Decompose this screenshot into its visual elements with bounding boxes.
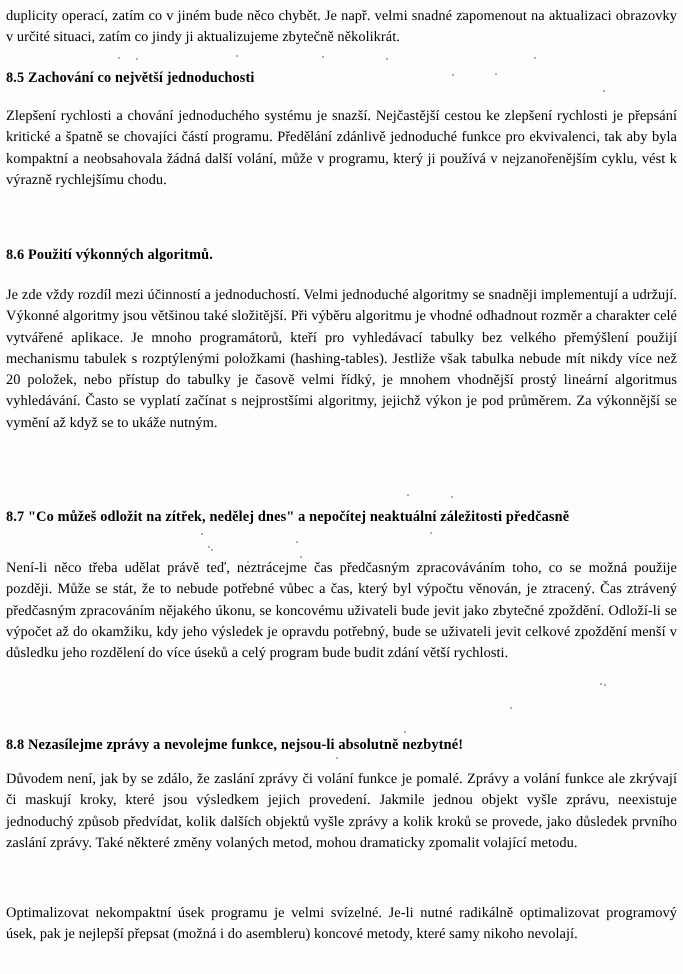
heading-section-8-8: 8.8 Nezasílejme zprávy a nevolejme funkce, nejsou-li absolutně nezbytné! bbox=[6, 737, 464, 753]
heading-section-8-7: 8.7 "Co můžeš odložit na zítřek, nedělej dnes" a nepočítej neaktuální záležitosti předčasně bbox=[6, 509, 570, 525]
heading-section-8-6: 8.6 Použití výkonných algoritmů. bbox=[6, 247, 213, 263]
heading-section-8-5: 8.5 Zachování co největší jednoduchosti bbox=[6, 70, 255, 86]
paragraph-section-8-8: Důvodem není, jak by se zdálo, že zaslání zprávy či volání funkce je pomalé. Zprávy a volání funkce ale zkrývají či maskují kroky, které jsou výsledkem jejich provedení. Jakmile jednou objekt vyšle zprávu, neexistuje jednoduchý způsob předvídat, kolik dalších objektů vyšle zprávy a kolik kroků se provede, jako důsledek prvního zaslání zprávy. Také některé změny volaných metod, mohou dramaticky zpomalit volající metodu. bbox=[6, 771, 677, 851]
paragraph-final: Optimalizovat nekompaktní úsek programu je velmi svízelné. Je-li nutné radikálně optimalizovat programový úsek, pak je nejlepší přepsat (možná i do asembleru) koncové metody, které samy nikoho nevolají. bbox=[6, 905, 677, 943]
paragraph-section-8-5: Zlepšení rychlosti a chování jednoduchého systému je snazší. Nejčastější cestou ke zlepšení rychlosti je přepsání kritické a špatně se chovajíci částí programu. Předělání zdánlivě jednoduché funkce pro ekvivalenci, tak aby byla kompaktní a neobsahovala žádná další volání, může v programu, který ji používá v nejzanořenějším cyklu, vést k výrazně rychlejšímu chodu. bbox=[6, 108, 677, 188]
intro-paragraph: duplicity operací, zatím co v jiném bude něco chybět. Je např. velmi snadné zapomenout na aktualizaci obrazovky v určité situaci, zatím co jindy ji aktualizujeme zbytečně několikrát. bbox=[6, 8, 677, 46]
page-content bbox=[6, 0, 677, 974]
paragraph-section-8-6: Je zde vždy rozdíl mezi účinností a jednoduchostí. Velmi jednoduché algoritmy se snadněji implementují a udržují. Výkonné algoritmy jsou většinou také složitější. Při výběru algoritmu je vhodné odhadnout rozměr a charakter celé vytvářené aplikace. Je mnoho programátorů, kteří pro vyhledávací tabulky bez velkého přemýšlení použijí mechanismu tabulek s rozptýlenými položkami (hashing-tables). Jestliže však tabulka nebude mít nikdy více než 20 položek, nebo přístup do tabulky je časově velmi řídký, je mnohem vhodnější prostý lineární algoritmus vyhledávání. Často se vyplatí začínat s nejprostšími algoritmy, jejichž výkon je pod průměrem. Za výkonnější se vymění až když se to ukáže nutným. bbox=[6, 287, 677, 431]
paragraph-section-8-7: Není-li něco třeba udělat právě teď, neztrácejme čas předčasným zpracováváním toho, co se možná použije později. Může se stát, že to nebude potřebné vůbec a čas, který byl výpočtu věnován, je ztracený. Čas ztrávený předčasným zpracováním nějakého úkonu, se koncovému uživateli bude jevit jako zbytečné zpoždění. Odloží-li se výpočet až do okamžiku, kdy jeho výsledek je opravdu potřebný, bude se uživateli jevit celkové zpoždění menší v důsledku jeho rozdělení do více úseků a celý program bude budit zdání větší rychlosti. bbox=[6, 560, 677, 662]
